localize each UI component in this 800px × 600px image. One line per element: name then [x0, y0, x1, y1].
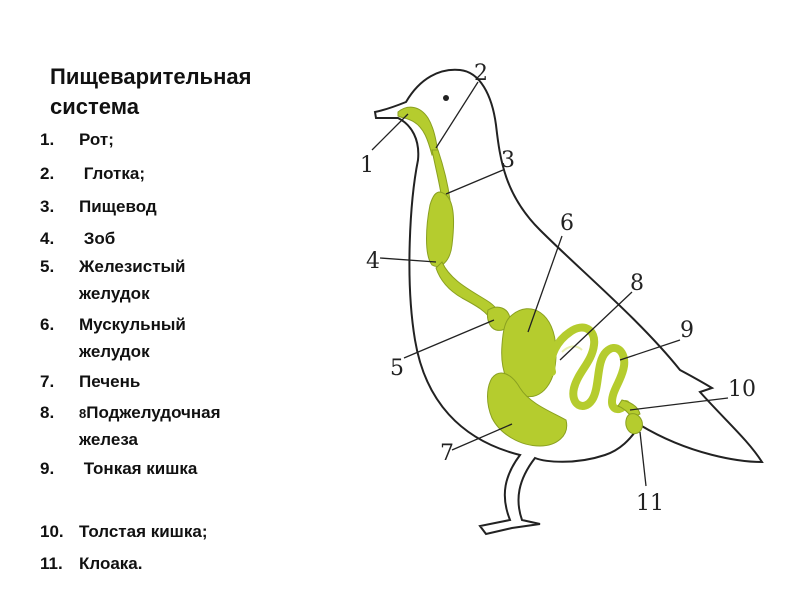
callout-6: 6	[560, 211, 574, 236]
callout-4: 4	[366, 249, 380, 274]
callout-3: 3	[501, 148, 515, 173]
legend-number: 6.	[40, 315, 55, 334]
callout-11: 11	[636, 491, 664, 516]
cloaca	[626, 414, 643, 434]
callout-8: 8	[630, 271, 644, 296]
legend-label: Печень	[79, 372, 141, 391]
legend-number: 7.	[40, 372, 55, 391]
callout-9: 9	[680, 318, 694, 343]
crop	[427, 192, 454, 266]
bird-digestive-diagram	[340, 40, 780, 560]
legend-label: Мускульный желудок	[79, 315, 186, 361]
legend-label: Зоб	[79, 229, 116, 248]
legend-label: Пищевод	[79, 197, 157, 216]
callout-7: 7	[440, 441, 454, 466]
page-title: Пищеварительная система	[50, 64, 252, 119]
legend-label: Тонкая кишка	[79, 459, 198, 478]
eye	[443, 95, 449, 101]
legend-label: Рот;	[79, 130, 114, 149]
callout-10: 10	[728, 377, 756, 402]
legend-number: 10.	[40, 522, 64, 541]
legend-number: 5.	[40, 257, 55, 276]
legend-label: Глотка;	[79, 164, 145, 183]
legend-label: Толстая кишка;	[79, 522, 208, 541]
legend-number: 9.	[40, 459, 55, 478]
small-intestine	[551, 328, 626, 410]
legend-label: Клоака.	[79, 554, 143, 573]
legend-label: Поджелудочная железа	[79, 403, 221, 449]
callout-5: 5	[390, 356, 404, 381]
legend-number: 3.	[40, 197, 55, 216]
legend-number: 11.	[40, 554, 63, 573]
legend-number: 8.	[40, 403, 55, 422]
legend-label: Железистый желудок	[79, 257, 186, 303]
callout-2: 2	[474, 61, 488, 86]
legend-number: 1.	[40, 130, 55, 149]
callout-1: 1	[360, 153, 374, 178]
legend-number: 2.	[40, 164, 55, 183]
legend-number: 4.	[40, 229, 55, 248]
